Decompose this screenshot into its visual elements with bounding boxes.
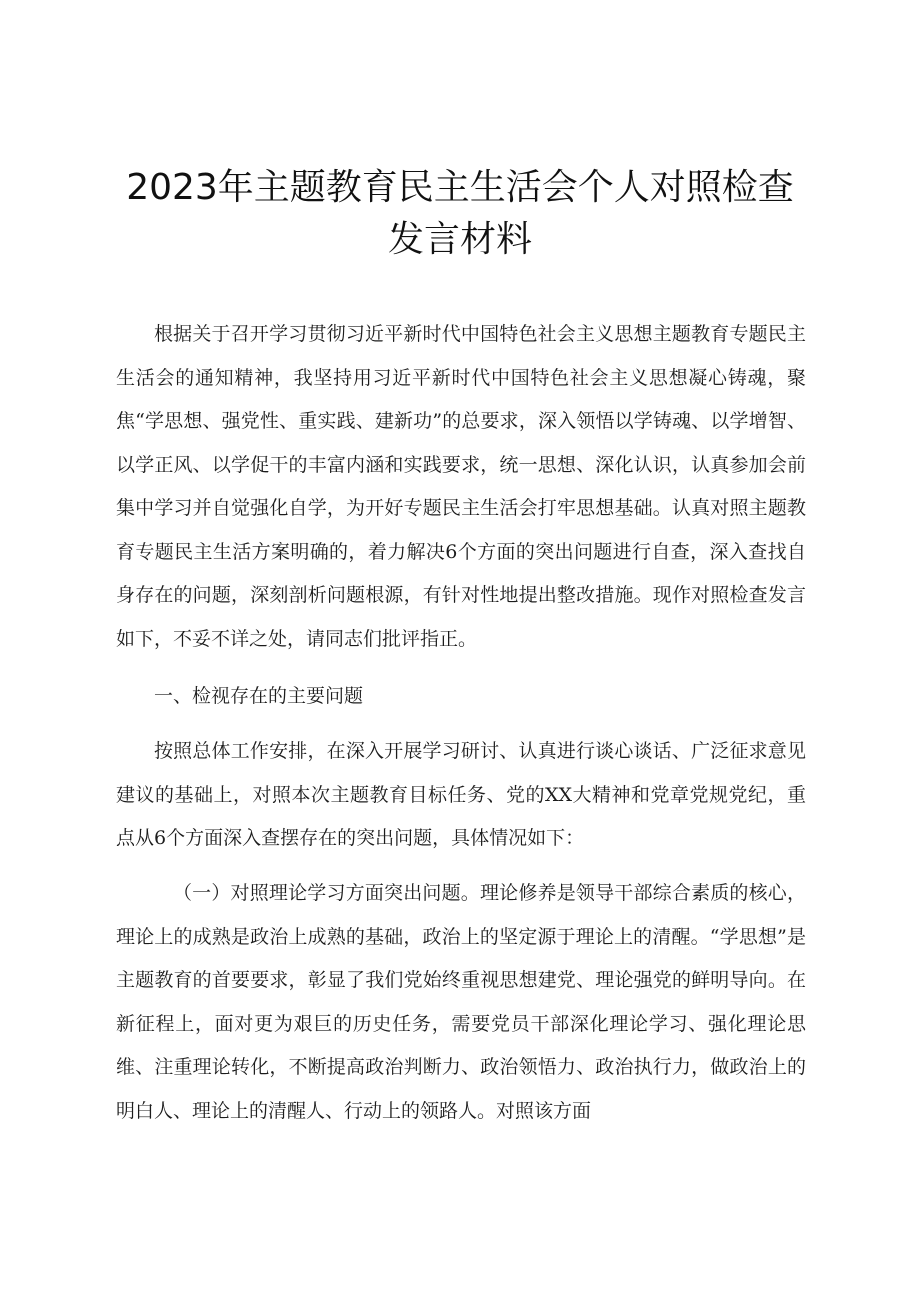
document-title-line-2: 发言材料 [387,219,532,260]
document-title-line-1: 2023年主题教育民主生活会个人对照检查 [126,167,794,208]
section-heading-1: 一、检视存在的主要问题 [154,685,364,707]
subsection-1-paragraph: （一）对照理论学习方面突出问题。理论修养是领导干部综合素质的核心，理论上的成熟是政治上成熟的基础，政治上的坚定源于理论上的清醒。“学思想”是主题教育的首要要求，彰显了我们党始终重视思想建党、理论强党的鲜明导向。在新征程上，面对更为艰巨的历史任务，需要党员干部深化理论学习、强化理论思维、注重理论转化，不断提高政治判断力、政治领悟力、政治执行力，做政治上的明白人、理论上的清醒人、行动上的领路人。对照该方面 [116,882,806,1122]
section-1-paragraph: 按照总体工作安排，在深入开展学习研讨、认真进行谈心谈话、广泛征求意见建议的基础上，对照本次主题教育目标任务、党的XX大精神和党章党规党纪，重点从6个方面深入查摆存在的突出问题，具体情况如下： [116,740,806,849]
intro-paragraph: 根据关于召开学习贯彻习近平新时代中国特色社会主义思想主题教育专题民主生活会的通知精神，我坚持用习近平新时代中国特色社会主义思想凝心铸魂，聚焦“学思想、强党性、重实践、建新功”的总要求，深入领悟以学铸魂、以学增智、以学正风、以学促干的丰富内涵和实践要求，统一思想、深化认识，认真参加会前集中学习并自觉强化自学，为开好专题民主生活会打牢思想基础。认真对照主题教育专题民主生活方案明确的，着力解决6个方面的突出问题进行自查，深入查找自身存在的问题，深刻剖析问题根源，有针对性地提出整改措施。现作对照检查发言如下，不妥不详之处，请同志们批评指正。 [116,323,806,650]
